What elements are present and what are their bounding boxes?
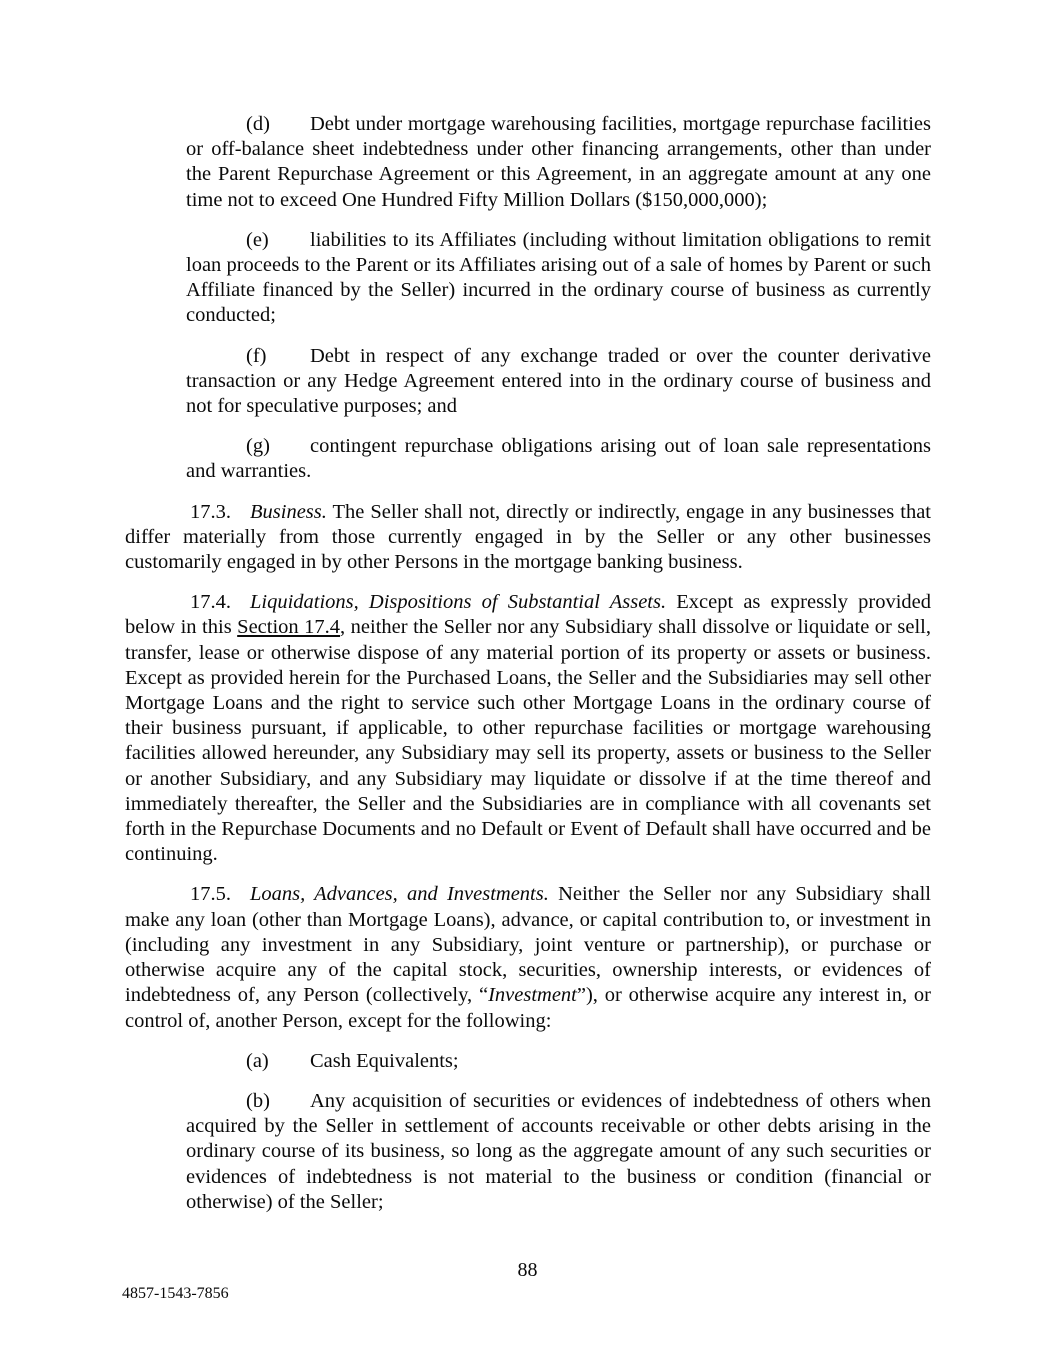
clause-text: contingent repurchase obligations arising out of loan sale representations and warranties. (186, 435, 931, 483)
clause-g-paragraph (186, 434, 931, 484)
document-body (125, 112, 931, 1230)
clause-text: Debt under mortgage warehousing facilities, mortgage repurchase facilities or off-balance sheet indebtedness under other financing arrangements, other than under the Parent Repurchase Agreement or this Agreement, in an aggregate amount at any one time not to exceed One Hundred Fifty Million Dollars ($150,000,000); (186, 113, 931, 211)
section-cross-reference: Section 17.4 (237, 616, 341, 639)
document-id-stamp: 4857-1543-7856 (122, 1285, 229, 1302)
section-17-3-paragraph (125, 500, 931, 576)
section-body-text: Except as expressly provided below in this (125, 591, 931, 639)
section-title: Loans, Advances, and Investments. (250, 883, 549, 906)
section-number: 17.3. (190, 500, 231, 523)
section-body-text: The Seller shall not, directly or indirectly, engage in any businesses that differ materially from those currently engaged in by the Seller or any other businesses customarily engaged in by other Persons in the mortgage banking business. (125, 500, 931, 574)
clause-text: Any acquisition of securities or evidences of indebtedness of others when acquired by the Seller in settlement of accounts receivable or other debts arising in the ordinary course of its business, so long as the aggregate amount of any such securities or evidences of indebtedness is not material to the business or condition (financial or otherwise) of the Seller; (186, 1089, 931, 1213)
clause-text: Cash Equivalents; (310, 1049, 459, 1072)
clause-label: (d) (246, 113, 270, 135)
clause-e-paragraph (186, 228, 931, 329)
clause-label: (e) (246, 228, 269, 251)
clause-text: liabilities to its Affiliates (including without limitation obligations to remit loan proceeds to the Parent or its Affiliates arising out of a sale of homes by Parent or such Affiliate financed by the Seller) incurred in the ordinary course of business as currently conducted; (186, 228, 931, 327)
clause-d-paragraph (186, 112, 931, 213)
clause-label: (f) (246, 344, 267, 367)
section-17-5-paragraph (125, 882, 931, 1033)
section-title: Liquidations, Dispositions of Substantial Assets. (250, 591, 667, 614)
clause-text: Debt in respect of any exchange traded or over the counter derivative transaction or any Hedge Agreement entered into in the ordinary course of business and not for speculative purposes; and (186, 344, 931, 418)
clause-f-paragraph (186, 344, 931, 420)
section-body-text: ”), or otherwise acquire any interest in, or control of, another Person, except for the following: (125, 984, 931, 1032)
section-17-4-paragraph (125, 590, 931, 867)
clause-label: (b) (246, 1089, 270, 1112)
subclause-a-paragraph (186, 1049, 931, 1074)
section-number: 17.4. (190, 591, 231, 614)
defined-term: Investment (488, 984, 577, 1007)
section-title: Business. (250, 500, 327, 523)
page-number: 88 (517, 1259, 538, 1281)
section-body-text: , neither the Seller nor any Subsidiary shall dissolve or liquidate or sell, transfer, lease or otherwise dispose of any material portion of its property or assets or business. Except as provided herein for the Purchased Loans, the Seller and the Subsidiaries may sell other Mortgage Loans and the right to service such other Mortgage Loans in the ordinary course of their business pursuant, if applicable, to other repurchase facilities or mortgage warehousing facilities allowed hereunder, any Subsidiary may sell its property, assets or business to the Seller or another Subsidiary, and any Subsidiary may liquidate or dissolve if at the time thereof and immediately thereafter, the Seller and the Subsidiaries are in compliance with all covenants set forth in the Repurchase Documents and no Default or Event of Default shall have occurred and be continuing. (125, 616, 931, 866)
subclause-b-paragraph (186, 1089, 931, 1215)
section-number: 17.5. (190, 883, 231, 906)
section-body-text: Neither the Seller nor any Subsidiary shall make any loan (other than Mortgage Loans), advance, or capital contribution to, or investment in (including any investment in any Subsidiary, joint venture or partnership), or purchase or otherwise acquire any of the capital stock, securities, ownership interests, or evidences of indebtedness of, any Person (collectively, “ (125, 883, 931, 1007)
clause-label: (g) (246, 435, 270, 458)
clause-label: (a) (246, 1049, 269, 1072)
